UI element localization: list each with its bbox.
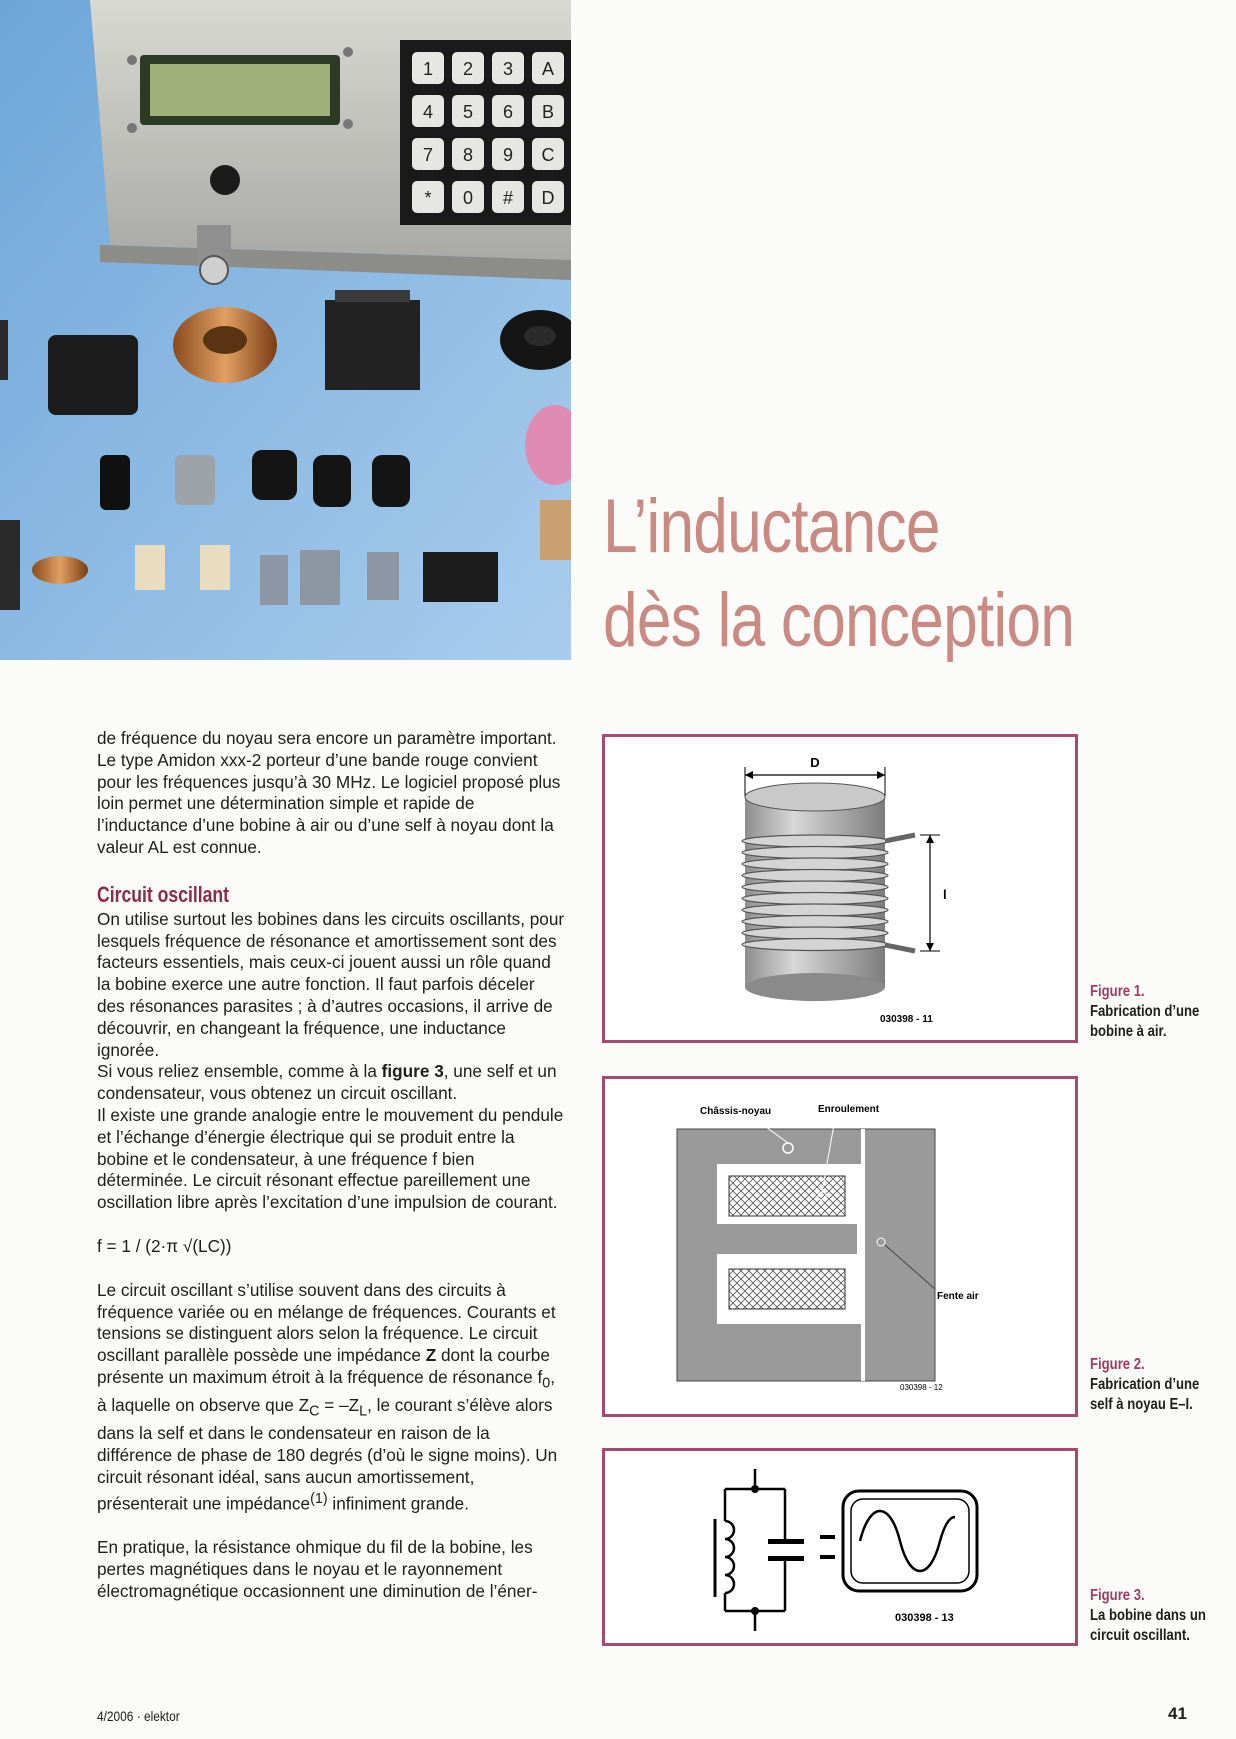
figure-2-code: 030398 - 12 xyxy=(900,1383,943,1392)
keypad-key-label: 1 xyxy=(422,59,434,79)
choke xyxy=(48,335,138,415)
p4-zc: C xyxy=(309,1403,320,1420)
winding-turn xyxy=(742,916,888,928)
p4-sup: (1) xyxy=(310,1490,328,1507)
p4-f0: 0 xyxy=(542,1375,551,1392)
lcd-display xyxy=(150,64,330,116)
paragraph-2-text-c: , une self et un condensateur, vous obtenez un circuit oscillant. xyxy=(97,1061,557,1104)
keypad-key-label: 3 xyxy=(502,59,514,79)
keypad-key-label: 7 xyxy=(422,145,434,165)
body-column xyxy=(97,728,567,1603)
page-number: 41 xyxy=(1168,1704,1187,1723)
figure-2-caption xyxy=(1090,1355,1221,1415)
paragraph-5: En pratique, la résistance ohmique du fil de la bobine, les pertes magnétiques dans le noyau et le rayonnement électromagnétique occasionnent une diminution de l’éner- xyxy=(97,1537,538,1601)
label-core: Châssis-noyau xyxy=(700,1106,772,1117)
keypad-key-label: 0 xyxy=(462,188,474,208)
capacitor-symbol xyxy=(768,1539,804,1544)
keypad-key-label: 8 xyxy=(462,145,474,165)
p4-z: Z xyxy=(425,1345,437,1366)
figure-3-code: 030398 - 13 xyxy=(895,1612,954,1624)
p4-b: dont la courbe présente un maximum étroit à la fréquence de résonance f xyxy=(97,1345,550,1387)
paragraph-2-text-a: Si vous reliez ensemble, comme à la xyxy=(97,1061,382,1082)
lc-circuit-diagram xyxy=(605,1451,1075,1643)
intro-paragraph: de fréquence du noyau sera encore un paramètre important. Le type Amidon xxx-2 porteur d’une bande rouge convient pour les fréquences jusqu’à 30 MHz. Le logiciel proposé plus loin permet une détermination simple et rapide de l’inductance d’une bobine à air ou d’une self à noyau dont la valeur AL est connue. xyxy=(97,728,561,857)
transformer xyxy=(325,300,420,390)
ei-core-diagram xyxy=(605,1079,1075,1414)
oscilloscope-screen xyxy=(843,1491,977,1591)
coils-photo xyxy=(0,0,571,660)
figure-1-box xyxy=(602,734,1078,1043)
label-gap: Fente air xyxy=(937,1291,979,1302)
section-heading: Circuit oscillant xyxy=(97,881,230,907)
label-d: D xyxy=(810,755,820,770)
keypad-key-label: D xyxy=(541,188,555,208)
figure-1-caption xyxy=(1090,982,1221,1042)
figure-3-caption xyxy=(1090,1586,1221,1646)
winding-bottom xyxy=(729,1269,845,1309)
rotary-knob xyxy=(210,165,240,195)
formula: f = 1 / (2·π √(LC)) xyxy=(97,1235,232,1256)
keypad-key-label: 9 xyxy=(502,145,514,165)
paragraph-2 xyxy=(97,1061,567,1105)
figure-3-box xyxy=(602,1448,1078,1646)
winding-top xyxy=(729,1176,845,1216)
figure-1-number: Figure 1. xyxy=(1090,983,1145,1000)
winding-turn xyxy=(742,835,888,847)
p4-zl: L xyxy=(359,1403,368,1420)
keypad-key-label: 2 xyxy=(462,59,474,79)
winding-turn xyxy=(742,858,888,870)
winding-turn xyxy=(742,881,888,893)
paragraph-4 xyxy=(97,1280,567,1516)
article-title xyxy=(603,480,1075,668)
p4-d: = –Z xyxy=(319,1395,360,1416)
sine-wave xyxy=(860,1511,955,1571)
p4-f: infiniment grande. xyxy=(327,1493,469,1514)
figure-1-code: 030398 - 11 xyxy=(880,1014,933,1025)
title-line-2: dès la conception xyxy=(603,578,1075,663)
keypad-key-label: B xyxy=(541,102,555,122)
p4-a: Le circuit oscillant s’utilise souvent dans des circuits à fréquence variée ou en mélange de fréquences. Courants et tensions se distinguent alors selon la fréquence. Le circuit oscillant parallèle possède une impédance xyxy=(97,1279,556,1366)
keypad-key-label: C xyxy=(541,145,555,165)
paragraph-1: On utilise surtout les bobines dans les circuits oscillants, pour lesquels fréquence de résonance et amortissement sont des facteurs essentiels, mais ceux-ci jouent aussi un rôle quand la bobine exerce une autre fonction. Il faut parfois déceler des résonances parasites ; à d’autres occasions, il arrive de découvrir, en changeant la fréquence, une inductance ignorée. xyxy=(97,908,565,1060)
inductor-symbol xyxy=(725,1521,734,1593)
figure-1-text: Fabrication d’une bobine à air. xyxy=(1090,1003,1200,1040)
figure-3-number: Figure 3. xyxy=(1090,1587,1145,1604)
keypad-key-label: 4 xyxy=(422,102,434,122)
p4-e: , le courant s’élève alors dans la self et dans le condensateur en raison de la différence de phase de 180 degrés (d’où le signe moins). Un circuit résonant idéal, sans aucun amortissement, présenterait une impédance xyxy=(97,1395,558,1514)
paragraph-3: Il existe une grande analogie entre le mouvement du pendule et l’échange d’énergie électrique qui se produit entre la bobine et le condensateur, à une fréquence f bien déterminée. Le circuit résonant effectue pareillement une oscillation libre après l’excitation d’une impulsion de courant. xyxy=(97,1104,564,1213)
issue-footer: 4/2006 · elektor xyxy=(97,1708,180,1724)
keypad-key-label: * xyxy=(424,188,432,208)
winding-turn xyxy=(742,927,888,939)
figure-reference: figure 3 xyxy=(381,1061,444,1082)
p4-c: , à laquelle on observe que Z xyxy=(97,1366,555,1416)
label-l: l xyxy=(943,887,947,902)
keypad-key-label: # xyxy=(502,188,514,208)
air-coil-diagram xyxy=(605,737,1075,1040)
winding-turn xyxy=(742,847,888,859)
keypad-key-label: 5 xyxy=(462,102,474,122)
title-line-1: L’inductance xyxy=(603,484,940,569)
winding-turn xyxy=(742,904,888,916)
winding-turn xyxy=(742,893,888,905)
winding-turn xyxy=(742,870,888,882)
winding-turn xyxy=(742,939,888,951)
figure-3-text: La bobine dans un circuit oscillant. xyxy=(1090,1607,1206,1644)
figure-2-text: Fabrication d’une self à noyau E–I. xyxy=(1090,1376,1200,1413)
header-photo xyxy=(0,0,571,660)
keypad-key-label: A xyxy=(541,59,555,79)
keypad-key-label: 6 xyxy=(502,102,514,122)
label-winding: Enroulement xyxy=(818,1104,880,1115)
figure-2-number: Figure 2. xyxy=(1090,1356,1145,1373)
figure-2-box xyxy=(602,1076,1078,1417)
